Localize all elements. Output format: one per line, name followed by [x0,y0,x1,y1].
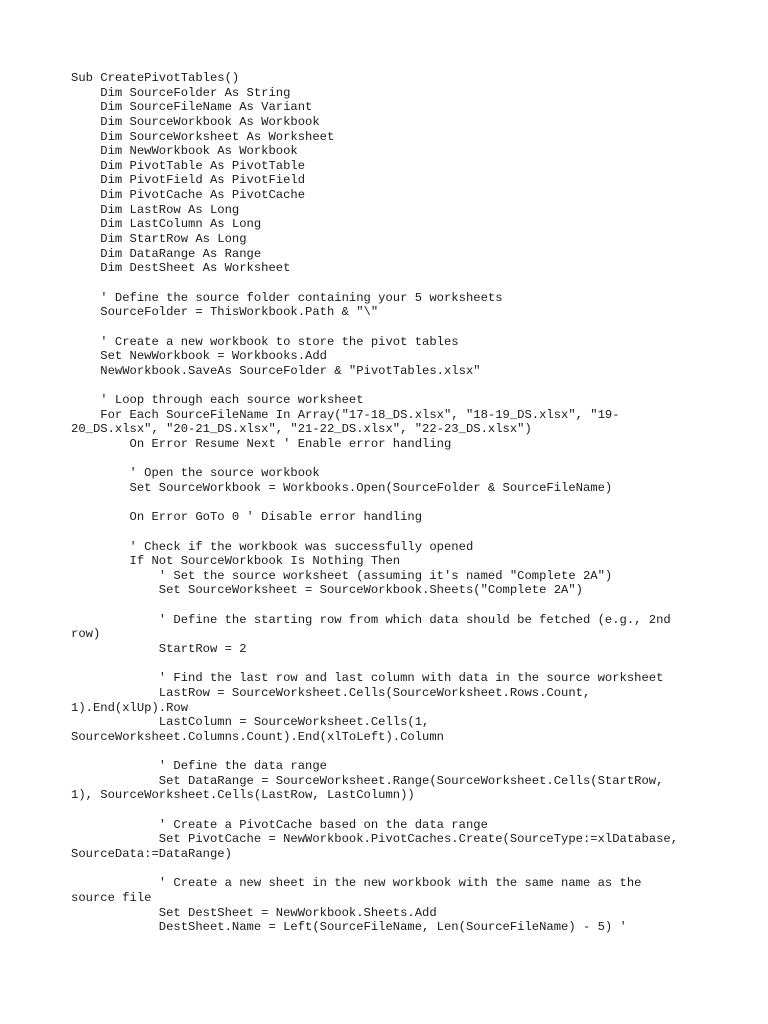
code-line: LastRow = SourceWorksheet.Cells(SourceWorksheet.Rows.Count, [71,685,591,700]
code-line: Set PivotCache = NewWorkbook.PivotCaches.Create(SourceType:=xlDatabase, [71,832,679,847]
code-line: SourceWorksheet.Columns.Count).End(xlToLeft).Column [71,729,444,744]
code-line: source file [71,890,152,905]
code-line [71,862,711,877]
code-line: ' Create a new workbook to store the pivot tables [71,334,459,349]
code-line: ' Define the starting row from which data should be fetched (e.g., 2nd [71,612,671,627]
code-line: Dim PivotTable As PivotTable [71,158,306,173]
code-line: Dim SourceFileName As Variant [71,100,313,115]
code-line [71,452,711,467]
code-line: Dim LastRow As Long [71,202,240,217]
code-line: Dim SourceWorkbook As Workbook [71,114,320,129]
code-line: ' Check if the workbook was successfully opened [71,539,474,554]
code-line [71,276,711,291]
code-line: StartRow = 2 [71,641,247,656]
code-line: Set DataRange = SourceWorksheet.Range(SourceWorksheet.Cells(StartRow, [71,773,664,788]
code-line: On Error Resume Next ' Enable error handling [71,437,452,452]
code-line: DestSheet.Name = Left(SourceFileName, Len(SourceFileName) - 5) ' [71,920,627,935]
code-line: ' Create a new sheet in the new workbook with the same name as the [71,876,642,891]
code-line: ' Define the data range [71,759,327,774]
code-line [71,496,711,511]
code-line: Set SourceWorkbook = Workbooks.Open(SourceFolder & SourceFileName) [71,480,613,495]
code-line: SourceData:=DataRange) [71,846,232,861]
code-line [71,378,711,393]
code-line: ' Find the last row and last column with data in the source worksheet [71,671,664,686]
code-line: ' Create a PivotCache based on the data range [71,817,488,832]
code-line: Dim StartRow As Long [71,232,247,247]
code-line: Set DestSheet = NewWorkbook.Sheets.Add [71,905,437,920]
code-line: Set SourceWorksheet = SourceWorkbook.Sheets("Complete 2A") [71,583,583,598]
code-line: Dim DataRange As Range [71,246,262,261]
code-line: Dim DestSheet As Worksheet [71,261,291,276]
code-line [71,744,711,759]
code-line: NewWorkbook.SaveAs SourceFolder & "PivotTables.xlsx" [71,363,481,378]
code-line: 20_DS.xlsx", "20-21_DS.xlsx", "21-22_DS.xlsx", "22-23_DS.xlsx") [71,422,532,437]
code-line [71,525,711,540]
code-listing [71,71,711,935]
code-line [71,803,711,818]
code-line: Dim NewWorkbook As Workbook [71,144,298,159]
code-line: Dim PivotField As PivotField [71,173,306,188]
code-line: SourceFolder = ThisWorkbook.Path & "\" [71,305,379,320]
code-line: 1), SourceWorksheet.Cells(LastRow, LastColumn)) [71,788,415,803]
code-line: ' Open the source workbook [71,466,320,481]
code-line: 1).End(xlUp).Row [71,700,189,715]
code-line: Dim LastColumn As Long [71,217,262,232]
code-line: row) [71,627,101,642]
code-line: Set NewWorkbook = Workbooks.Add [71,349,327,364]
code-line [71,657,711,672]
code-line: ' Set the source worksheet (assuming it's named "Complete 2A") [71,568,613,583]
code-line: Dim SourceWorksheet As Worksheet [71,129,335,144]
code-line: On Error GoTo 0 ' Disable error handling [71,510,423,525]
code-line: Dim PivotCache As PivotCache [71,188,306,203]
code-line: If Not SourceWorkbook Is Nothing Then [71,554,401,569]
code-line: Dim SourceFolder As String [71,85,291,100]
code-line: For Each SourceFileName In Array("17-18_DS.xlsx", "18-19_DS.xlsx", "19- [71,407,620,422]
code-line: ' Loop through each source worksheet [71,393,364,408]
code-line: LastColumn = SourceWorksheet.Cells(1, [71,715,430,730]
code-line: Sub CreatePivotTables() [71,71,240,85]
code-line [71,598,711,613]
code-line: ' Define the source folder containing your 5 worksheets [71,290,503,305]
code-line [71,320,711,335]
